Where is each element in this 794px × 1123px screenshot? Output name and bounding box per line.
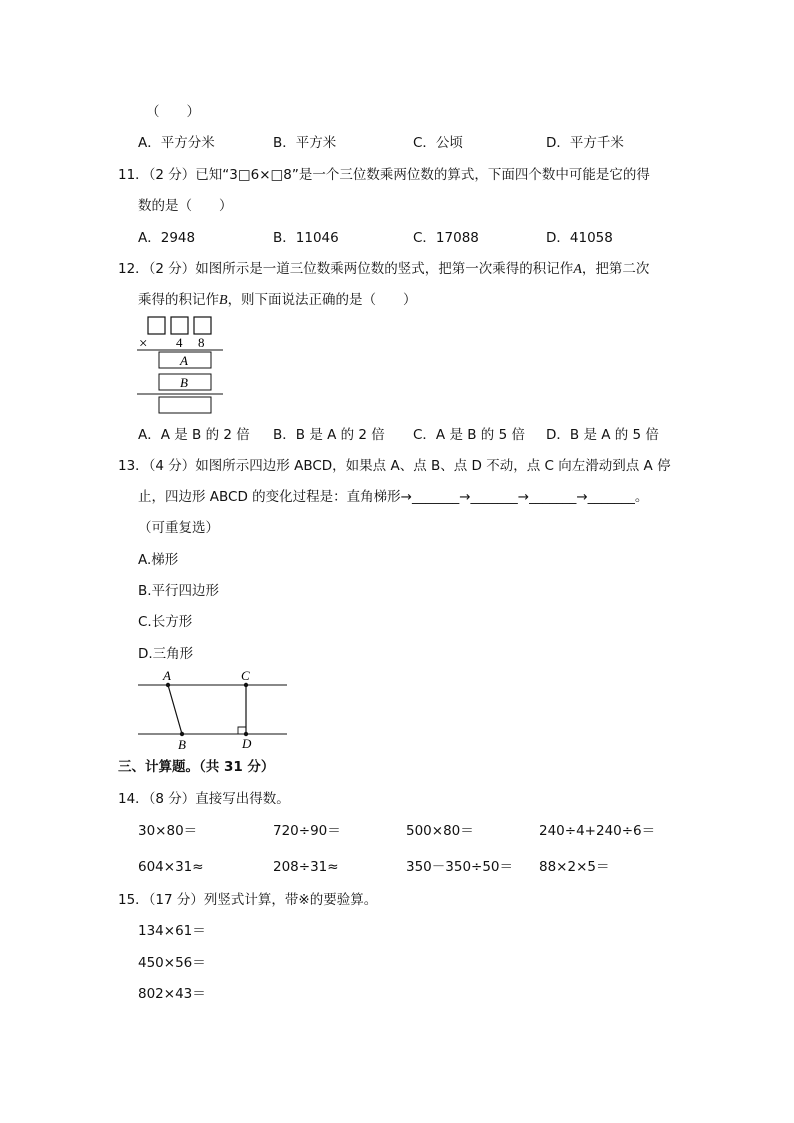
q14-expr-3: 500×80＝ [406,823,474,839]
q14-expr-8: 88×2×5＝ [539,859,610,875]
multiplier-digit-8: 8 [198,335,205,350]
digit-box-2 [171,317,188,334]
q15-item-3: 802×43＝ [138,986,206,1002]
q14-expr-2: 720÷90＝ [273,823,341,839]
point-c [244,683,248,687]
q10-option-b[interactable]: B．平方米 [273,135,337,151]
q13-choice-d[interactable]: D.三角形 [138,646,194,662]
q13-note: （可重复选） [138,520,219,536]
q11-stem-line2: 数的是（ ） [138,198,233,214]
q11-option-c[interactable]: C．17088 [413,230,479,246]
q15-title: 15．（17 分）列竖式计算，带※的要验算。 [118,892,378,908]
q14-expr-5: 604×31≈ [138,859,204,875]
partial-product-a-label: A [180,353,188,368]
q12-option-c[interactable]: C．A 是 B 的 5 倍 [413,427,525,443]
digit-box-1 [148,317,165,334]
q12-stem-line2 [138,291,417,310]
q12-vertical-multiplication-figure [134,314,228,418]
q14-expr-6: 208÷31≈ [273,859,339,875]
q10-option-d[interactable]: D．平方千米 [546,135,624,151]
q12-var-a: A [573,262,582,277]
q11-stem-line1: 11．（2 分）已知“3□6×□8”是一个三位数乘两位数的算式，下面四个数中可能是它的得 [118,167,650,183]
multiplier-digit-4: 4 [176,335,183,350]
point-a [166,683,170,687]
q10-answer-paren: （ ） [146,104,200,120]
q12-option-d[interactable]: D．B 是 A 的 5 倍 [546,427,659,443]
q10-option-a[interactable]: A．平方分米 [138,135,215,151]
label-a: A [163,668,171,683]
q11-option-d[interactable]: D．41058 [546,230,613,246]
q11-option-a[interactable]: A．2948 [138,230,196,246]
label-d: D [242,736,252,751]
q13-trapezoid-figure [134,666,294,752]
q13-stem-line1: 13．（4 分）如图所示四边形 ABCD，如果点 A、点 B、点 D 不动，点 C 向左滑动到点 A 停 [118,458,671,474]
times-sign: × [139,336,148,352]
q13-choice-b[interactable]: B.平行四边形 [138,583,220,599]
q12-option-a[interactable]: A．A 是 B 的 2 倍 [138,427,250,443]
q12-stem-line2-prefix: 乘得的积记作 [138,292,219,308]
q12-var-b: B [219,293,228,308]
q15-item-2: 450×56＝ [138,955,206,971]
q12-stem-line1-suffix: ，把第二次 [581,261,650,277]
q12-stem-line2-suffix: ，则下面说法正确的是（ ） [227,292,417,308]
q14-title: 14．（8 分）直接写出得数。 [118,791,290,807]
q13-choice-c[interactable]: C.长方形 [138,614,193,630]
q13-choice-a[interactable]: A.梯形 [138,552,179,568]
q12-stem-line1-prefix: 12．（2 分）如图所示是一道三位数乘两位数的竖式，把第一次乘得的积记作 [118,261,574,277]
label-b: B [178,737,186,752]
q14-expr-1: 30×80＝ [138,823,198,839]
q12-option-b[interactable]: B．B 是 A 的 2 倍 [273,427,385,443]
side-ab [168,685,182,734]
q15-item-1: 134×61＝ [138,923,206,939]
partial-product-b-label: B [180,375,188,390]
section3-title: 三、计算题。（共 31 分） [118,759,275,775]
q14-expr-4: 240÷4+240÷6＝ [539,823,656,839]
q10-option-c[interactable]: C．公顷 [413,135,463,151]
q12-stem-line1 [118,260,649,279]
point-b [180,732,184,736]
final-product-box [159,397,211,413]
q11-option-b[interactable]: B．11046 [273,230,339,246]
digit-box-3 [194,317,211,334]
q13-stem-line2: 止，四边形 ABCD 的变化过程是：直角梯形→_______→_______→_______→_______。 [138,489,649,505]
q14-expr-7: 350－350÷50＝ [406,859,514,875]
label-c: C [241,668,250,683]
